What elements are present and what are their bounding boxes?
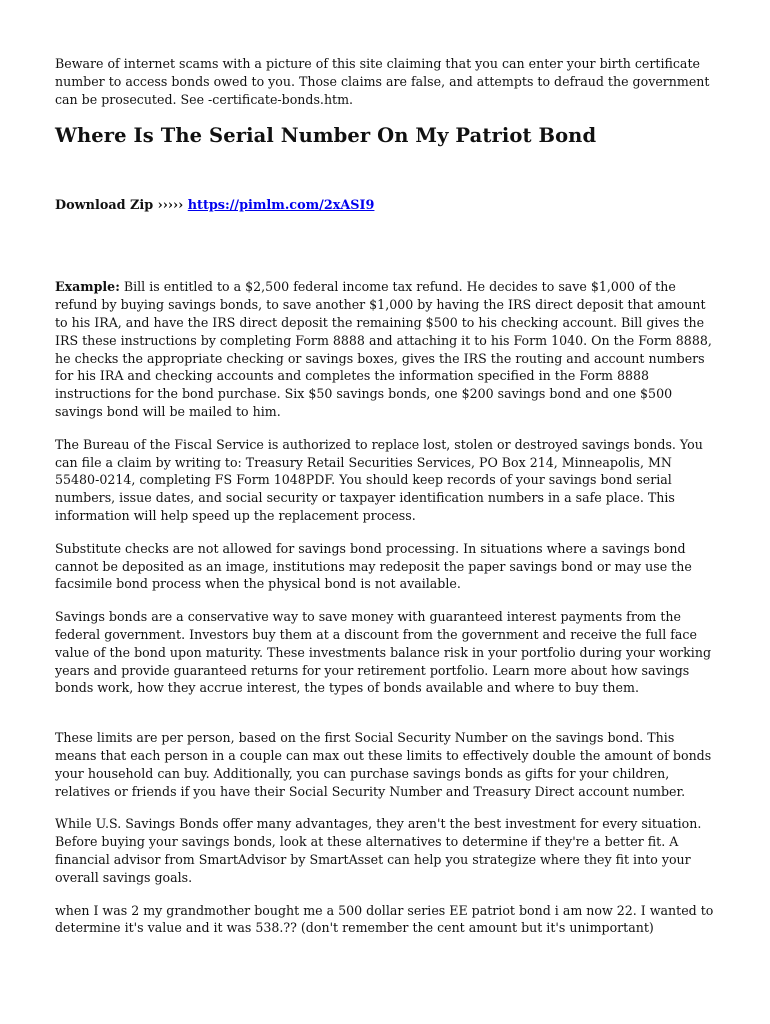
- comment-paragraph: when I was 2 my grandmother bought me a 500 dollar series EE patriot bond i am now 22. I wanted to determine it's value and it was 538.?? (don't remember the cent amount but it's unimportant): [55, 902, 714, 936]
- download-line: [55, 197, 717, 215]
- download-arrows: ›››››: [157, 198, 184, 214]
- example-label: Example:: [55, 279, 120, 295]
- substitute-checks-paragraph: Substitute checks are not allowed for savings bond processing. In situations where a savings bond cannot be deposited as an image, institutions may redeposit the paper savings bond or may use the facsimile bond process when the physical bond is not available.: [55, 540, 692, 592]
- limits-paragraph: These limits are per person, based on the first Social Security Number on the savings bond. This means that each person in a couple can max out these limits to effectively double the amount of bonds your household can buy. Additionally, you can purchase savings bonds as gifts for your children, relatives or friends if you have their Social Security Number and Treasury Direct account number.: [55, 730, 712, 799]
- example-paragraph: [55, 278, 717, 420]
- document-page: [55, 55, 717, 937]
- scam-warning-paragraph: Beware of internet scams with a picture of this site claiming that you can enter your birth certificate number to access bonds owed to you. Those claims are false, and attempts to defraud the government can be prosecuted. See -certificate-bonds.htm.: [55, 56, 710, 107]
- example-text: Bill is entitled to a $2,500 federal income tax refund. He decides to save $1,000 of the refund by buying savings bonds, to save another $1,000 by having the IRS direct deposit that amount to his IRA, and have the IRS direct deposit the remaining $500 to his checking account. Bill gives the IRS these instructions by completing Form 8888 and attaching it to his Form 1040. On the Form 8888, he checks the appropriate checking or savings boxes, gives the IRS the routing and account numbers for his IRA and checking accounts and completes the information specified in the Form 8888 instructions for the bond purchase. Six $50 savings bonds, one $200 savings bond and one $500 savings bond will be mailed to him.: [55, 279, 712, 419]
- alternatives-paragraph: While U.S. Savings Bonds offer many advantages, they aren't the best investment for every situation. Before buying your savings bonds, look at these alternatives to determine if they're a better fit. A financial advisor from SmartAdvisor by SmartAsset can help you strategize where they fit into your overall savings goals.: [55, 816, 702, 885]
- conservative-savings-paragraph: Savings bonds are a conservative way to save money with guaranteed interest payments from the federal government. Investors buy them at a discount from the government and receive the full face value of the bond upon maturity. These investments balance risk in your portfolio during your working years and provide guaranteed returns for your retirement portfolio. Learn more about how savings bonds work, how they accrue interest, the types of bonds available and where to buy them.: [55, 609, 711, 696]
- download-label: Download Zip: [55, 198, 154, 214]
- page-title: Where Is The Serial Number On My Patriot Bond: [55, 124, 597, 148]
- replacement-paragraph: The Bureau of the Fiscal Service is authorized to replace lost, stolen or destroyed savings bonds. You can file a claim by writing to: Treasury Retail Securities Services, PO Box 214, Minneapolis, MN 55480-0214, completing FS Form 1048PDF. You should keep records of your savings bond serial numbers, issue dates, and social security or taxpayer identification numbers in a safe place. This information will help speed up the replacement process.: [55, 436, 703, 523]
- download-link[interactable]: https://pimlm.com/2xASI9: [187, 198, 375, 214]
